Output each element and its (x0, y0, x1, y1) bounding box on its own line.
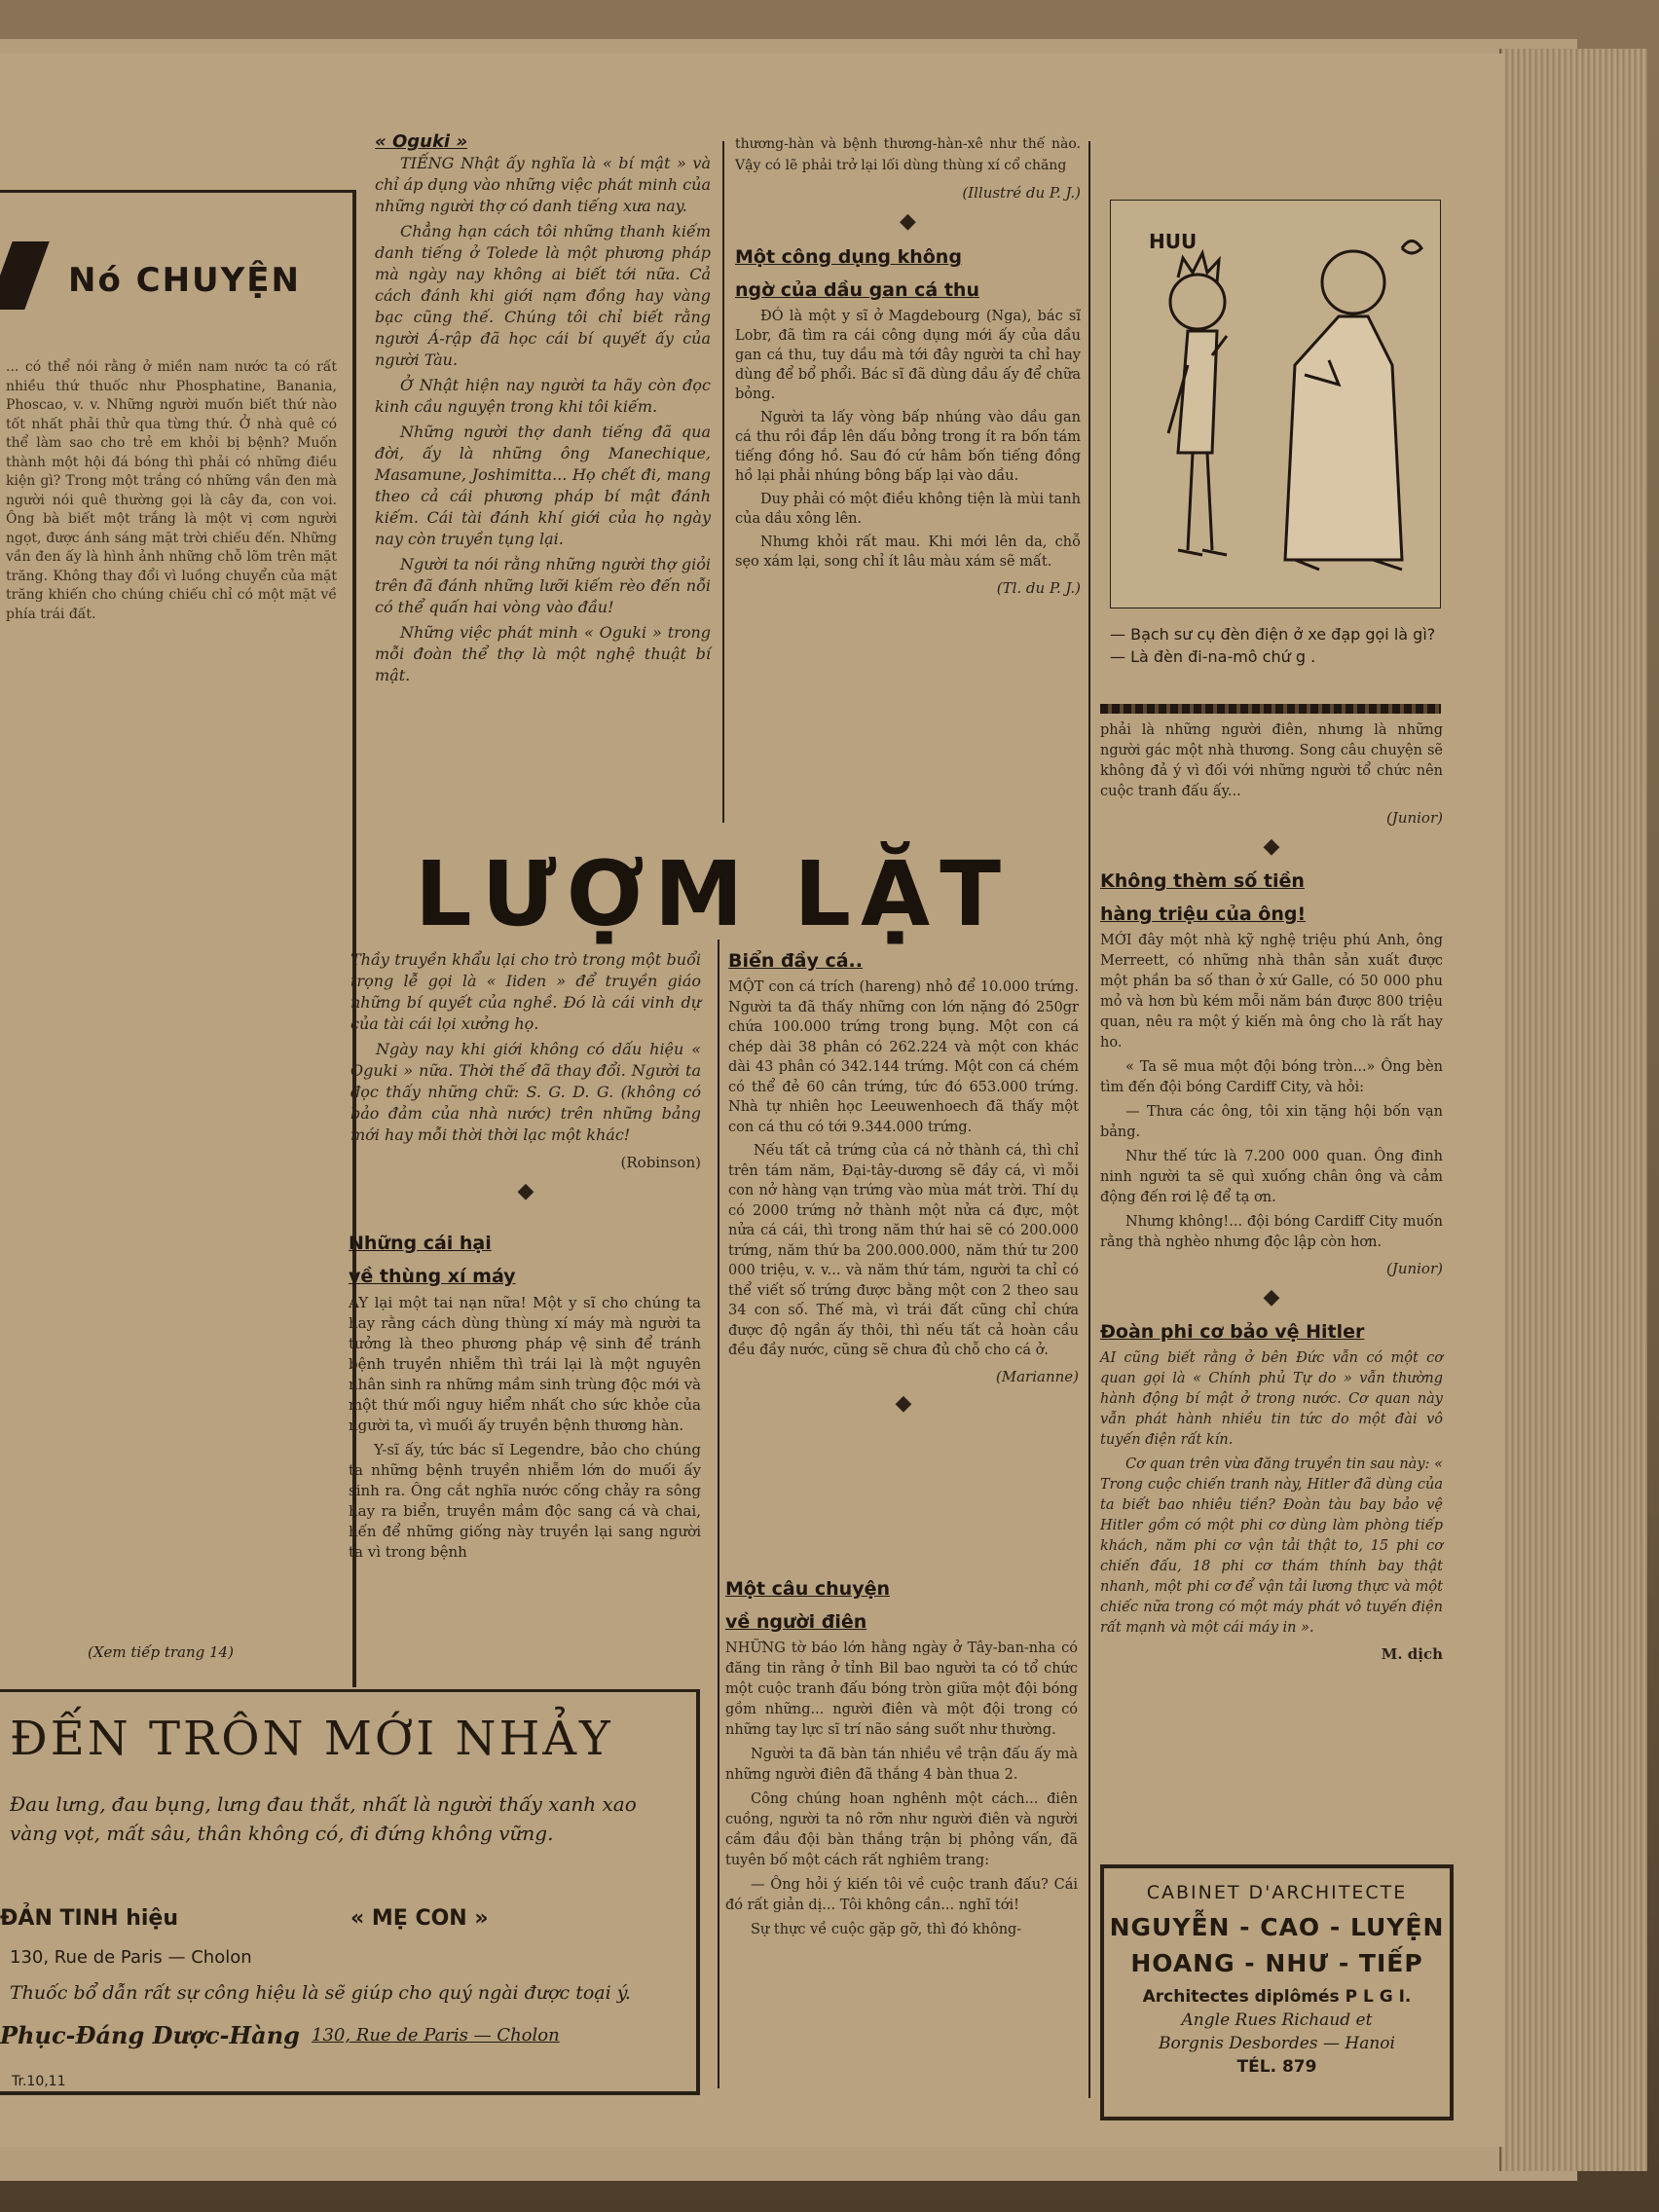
thung-xi-p2: Y-sĩ ấy, tức bác sĩ Legendre, bảo cho chúng ta những bệnh truyền nhiễm lớn do muối ấy sinh ra. Ông cắt nghĩa nước cống chảy ra sông hay ra biển, truyền mầm độc sang cá và chai, hến để những giống này truyền lại sang người ta vì trong bệnh (349, 1441, 701, 1561)
left-column-body: ... có thể nói rằng ở miền nam nước ta có rất nhiều thứ thuốc như Phosphatine, Banania, Phoscao, v. v. Những người muốn biết thứ nào tốt nhất phải thử qua từng thứ. Ở nhà quê có thể làm sao cho trẻ em khỏi bị bệnh? Muốn thành một hội đá bóng thì phải có những điều kiện gì? Trong một trắng có những vần đen mà người nói quê thường gọi là cây đa, con voi. Ông bà biết một trắng là một vị cơm người ngọt, được ánh sáng mặt trời chiếu đến. Những vần đen ấy là hình ảnh những chỗ lõm trên mặt trăng. Không thay đổi vì luồng chuyển của mặt trăng khiến cho chúng chiếu chỉ có một mặt về phía trái đất. (6, 359, 337, 622)
col2-credit: (Illustré du P. J.) (962, 184, 1081, 202)
wavy-divider (1100, 704, 1441, 714)
so-tien-credit: (Junior) (1385, 1260, 1443, 1277)
so-tien-p1: MỚI đây một nhà kỹ nghệ triệu phú Anh, ông Merreett, có những nhà thân sản xuất được một phần ba số than ở xứ Galle, có 50 000 phu mỏ và hơn bù kém mỗi năm bán được 800 triệu quan, nêu ra một ý kiến mà ông cho là rất hay ho. (1100, 933, 1443, 1051)
dau-gan-credit: (Tl. du P. J.) (996, 579, 1081, 597)
oguki-p5: Người ta nói rằng những người thợ giỏi trên đã đánh những lưỡi kiếm rèo đến nỗi có thể quấn hai vòng vào đầu! (375, 555, 711, 616)
left-column-article (0, 190, 356, 1687)
nguoi-dien-heading-2: về người điên (725, 1611, 867, 1633)
ad-architect-diploma: Architectes diplômés P L G I. (1142, 1987, 1412, 2007)
ad-brand: ĐẢN TINH hiệu (0, 1906, 178, 1931)
thung-xi-heading-1: Những cái hại (349, 1233, 492, 1254)
dau-gan-p3: Duy phải có một điều không tiện là mùi tanh của dầu xông lên. (735, 492, 1081, 527)
so-tien-heading-1: Không thèm số tiền (1100, 870, 1305, 892)
oguki-article-bottom (350, 949, 701, 1210)
ad-brand-name: « MẸ CON » (350, 1906, 489, 1931)
section-title: LƯỢM LẶT (414, 842, 1011, 946)
right-column-articles (1100, 720, 1443, 1665)
column-divider (722, 141, 724, 823)
junior-intro-credit: (Junior) (1385, 809, 1443, 827)
oguki-article-top (375, 131, 711, 690)
continued-note: (Xem tiếp trang 14) (88, 1643, 234, 1661)
dau-gan-heading-1: Một công dụng không (735, 246, 962, 268)
hitler-heading: Đoàn phi cơ bảo vệ Hitler (1100, 1321, 1365, 1343)
ad-address: 130, Rue de Paris — Cholon (10, 1947, 252, 1968)
cartoon-signature: HUU (1149, 230, 1198, 253)
oguki-credit: (Robinson) (620, 1154, 701, 1171)
oguki-p6: Những việc phát minh « Oguki » trong mỗi đoàn thể thợ là một nghệ thuật bí mật. (375, 623, 711, 684)
separator-diamond: ◆ (1263, 834, 1280, 859)
cartoon-illustration (1110, 200, 1441, 608)
ad-promise: Thuốc bổ dẫn rất sự công hiệu là sẽ giúp cho quý ngài được toại ý. (10, 1982, 631, 2004)
bien-day-ca-p1: MỘT con cá trích (hareng) nhỏ để 10.000 trứng. Người ta đã thấy những con lớn nặng đó 250gr chứa 100.000 trứng trong bụng. Một con cá chép dài 38 phân có 262.224 và một con khác dài 43 phân có 342.144 trứng. Một con cá chém có thể đẻ 60 cân trứng, tức đó 653.000 trứng. Nhà tự nhiên học Leeuwenhoech đã thấy một con cá thu có tới 9.344.000 trứng. (728, 979, 1079, 1135)
bien-day-ca-heading: Biển đầy cá.. (728, 950, 863, 972)
hitler-p1: AI cũng biết rằng ở bên Đức vẫn có một cơ quan gọi là « Chính phủ Tự do » vẫn thường hành động bí mật ở trong nước. Cơ quan này vẫn phát hành nhiều tin tức do một đài vô tuyến điện rất kín. (1100, 1350, 1443, 1448)
dau-gan-p4: Nhưng khỏi rất mau. Khi mới lên da, chỗ sẹo xám lại, song chỉ ít lâu màu xám sẽ mất. (735, 535, 1081, 570)
col2-intro: thương-hàn và bệnh thương-hàn-xê như thế nào. Vậy có lẽ phải trở lại lối dùng thùng xí cổ chăng (735, 136, 1081, 173)
nguoi-dien-p1: NHỮNG tờ báo lớn hằng ngày ở Tây-ban-nha có đăng tin rằng ở tỉnh Bil bao người ta có tổ chức một cuộc tranh đấu bóng tròn giữa một đội bóng gồm những... người điên và một đội trong có những tay lực sĩ trí não sáng suốt như thường. (725, 1641, 1078, 1738)
cartoon-caption-line-1: — Bạch sư cụ đèn điện ở xe đạp gọi là gì? (1110, 625, 1436, 644)
separator-diamond: ◆ (900, 209, 916, 234)
oguki-p3: Ở Nhật hiện nay người ta hãy còn đọc kinh cầu nguyện trong khi tôi kiếm. (375, 376, 711, 416)
dau-gan-p1: ĐÓ là một y sĩ ở Magdebourg (Nga), bác sĩ Lobr, đã tìm ra cái công dụng mới ấy của dầu gan cá thu, tuy dầu mà tới đây người ta chỉ hay dùng để bổ phổi. Bác sĩ đã dùng dầu ấy để chữa bỏng. (735, 309, 1081, 402)
cartoon-caption (1110, 623, 1441, 668)
oguki-p8: Ngày nay khi giới không có dấu hiệu « Oguki » nữa. Thời thế đã thay đổi. Người ta đọc thấy những chữ: S. G. D. G. (không có bảo đảm của nhà nước) trên những bảng mới hay mỗi thời thời lạc một khác! (350, 1040, 701, 1144)
left-column-heading: Nó CHUYỆN (68, 261, 301, 300)
oguki-p7: Thầy truyền khẩu lại cho trò trong một buổi trọng lễ gọi là « Iiden » để truyền giáo những bí quyết của nghề. Đó là cái vinh dự của tài cái lọi xưởng họ. (350, 950, 701, 1033)
column-divider (1088, 141, 1090, 2098)
bien-day-ca-credit: (Marianne) (995, 1367, 1079, 1385)
separator-diamond: ◆ (517, 1179, 535, 1203)
ad-architect-address-1: Angle Rues Richaud et (1181, 2010, 1373, 2030)
separator-diamond: ◆ (895, 1391, 912, 1416)
dau-gan-p2: Người ta lấy vòng bấp nhúng vào dầu gan cá thu rồi đắp lên dấu bỏng trong ít ra bốn tám tiếng đồng hồ. Sau đó cứ hâm bốn tiếng đồng hồ lại phải nhúng bông bấp lại vào dầu. (735, 410, 1081, 484)
oguki-p1: TIẾNG Nhật ấy nghĩa là « bí mật » và chỉ áp dụng vào những việc phát minh của những người thợ có danh tiếng xưa nay. (375, 154, 711, 215)
ad-description: Đau lưng, đau bụng, lưng đau thắt, nhất là người thấy xanh xao vàng vọt, mất sâu, thân không có, đi đứng không vững. (10, 1792, 637, 1845)
cartoon-caption-line-2: — Là đèn đi-na-mô chứ g . (1110, 647, 1316, 666)
nguoi-dien-p5: Sự thực về cuộc gặp gỡ, thì đó không- (751, 1922, 1022, 1937)
ad-architect-name-2: HOANG - NHƯ - TIẾP (1130, 1949, 1423, 1977)
decorative-initial (0, 241, 50, 310)
oguki-p2: Chẳng hạn cách tôi những thanh kiếm danh tiếng ở Tolede là một phương pháp mà ngày nay không ai biết tới nữa. Cả cách đánh khi giới nạm đồng hay vàng bạc cũng thế. Chúng tôi chỉ biết rằng người Á-rập đã học cái bí quyết ấy của người Tàu. (375, 222, 711, 369)
nguoi-dien-p2: Người ta đã bàn tán nhiều về trận đấu ấy mà những người điên đã thắng 4 bàn thua 2. (725, 1747, 1078, 1783)
bien-day-ca-article (728, 944, 1079, 1422)
separator-diamond: ◆ (1263, 1285, 1280, 1309)
column-divider (718, 940, 719, 2088)
newspaper-page (0, 54, 1504, 2147)
hitler-credit: M. dịch (1381, 1645, 1443, 1663)
ad-architect-label: CABINET D'ARCHITECTE (1146, 1882, 1408, 1903)
page-edges (1499, 49, 1647, 2171)
nguoi-dien-article (725, 1572, 1078, 1944)
thung-xi-p1: AY lại một tai nạn nữa! Một y sĩ cho chúng ta hay rằng cách dùng thùng xí máy mà người ta tưởng là theo phương pháp vệ sinh để tránh bệnh truyền nhiễm thì trái lại là một nguyên nhân sinh ra những mầm sinh trùng độc mới và một thứ mối nguy hiểm nhất cho sức khỏe của người ta, vì muối ấy truyền bệnh thương hàn. (349, 1294, 701, 1434)
col2-top (735, 133, 1081, 599)
so-tien-p5: Nhưng không!... đội bóng Cardiff City muốn rằng thà nghèo nhưng độc lập còn hơn. (1100, 1214, 1443, 1250)
so-tien-p2: « Ta sẽ mua một đội bóng tròn...» Ông bèn tìm đến đội bóng Cardiff City, và hỏi: (1100, 1059, 1443, 1095)
ad-headline: ĐẾN TRÔN MỚI NHẢY (10, 1712, 613, 1766)
page-number: Tr.10,11 (12, 2074, 66, 2089)
thung-xi-heading-2: về thùng xí máy (349, 1266, 516, 1287)
oguki-p4: Những người thợ danh tiếng đã qua đời, ấy là những ông Manechique, Masamune, Joshimitta... Họ chết đi, mang theo cả cái phương pháp bí mật đánh kiếm. Cái tài đánh khí giới của họ ngày nay còn truyền tụng lại. (375, 423, 711, 548)
architect-advertisement (1100, 1864, 1454, 2120)
ad-architect-address-2: Borgnis Desbordes — Hanoi (1159, 2034, 1395, 2053)
ad-shop-address: 130, Rue de Paris — Cholon (312, 2025, 560, 2046)
ad-architect-name-1: NGUYỄN - CAO - LUYỆN (1109, 1913, 1445, 1941)
bien-day-ca-p2: Nếu tất cả trứng của cá nở thành cá, thì chỉ trên tám năm, Đại-tây-dương sẽ đầy cá, vì mỗi con nở hàng vạn trứng vào mùa mát trời. Thí dụ có 2000 trứng nở thành một nửa cá đực, một nửa cá cái, thì trong năm thứ hai sẽ có 200.000 trứng, năm thứ ba 200.000.000, năm thứ tư 200 000 triệu, v. v... và năm thứ tám, người ta chỉ có thể viết số trứng được bằng một con 2 theo sau 34 con số. Thế mà, vì trái đất cũng chỉ chứa được độ ngần ấy thôi, thì nếu tất cả hoàn cầu đều đầy nước, cũng sẽ chưa đủ chỗ cho cá ở. (728, 1143, 1079, 1358)
nguoi-dien-p3: Công chúng hoan nghênh một cách... điên cuồng, người ta nô rỡn như người điên và người cầm đầu đội bàn thắng trận bị phỏng vấn, đã tuyên bố một cách rất nghiêm trang: (725, 1791, 1078, 1868)
nguoi-dien-heading-1: Một câu chuyện (725, 1578, 890, 1600)
hitler-p2: Cơ quan trên vừa đăng truyền tin sau này: « Trong cuộc chiến tranh này, Hitler đã dùng của ta biết bao nhiêu tiền? Đoàn tàu bay bảo vệ Hitler gồm có một phi cơ dùng làm phòng tiếp khách, năm phi cơ vận tải thật to, 15 phi cơ chiến đấu, 18 phi cơ thám thính bay thật nhanh, một phi cơ để vận tải lương thực và một chiếc nữa trong có một máy phát vô tuyến điện rất mạnh và một cái máy in ». (1100, 1456, 1443, 1636)
ad-architect-phone: TÉL. 879 (1236, 2057, 1317, 2077)
junior-intro-text: phải là những người điên, nhưng là những người gác một nhà thương. Song câu chuyện sẽ không đả ý vì đối với những người tổ chức nên cuộc tranh đấu ấy... (1100, 722, 1443, 799)
so-tien-p3: — Thưa các ông, tôi xin tặng hội bốn vạn bảng. (1100, 1104, 1443, 1140)
dau-gan-heading-2: ngờ của dầu gan cá thu (735, 279, 979, 301)
oguki-heading: « Oguki » (375, 131, 468, 152)
so-tien-heading-2: hàng triệu của ông! (1100, 903, 1307, 925)
ad-shop-name: Phục-Đáng Dược-Hàng (0, 2021, 300, 2049)
medicine-advertisement (0, 1689, 700, 2095)
so-tien-p4: Như thế tức là 7.200 000 quan. Ông đinh ninh người ta sẽ quì xuống chân ông và cảm động đến rơi lệ để tạ ơn. (1100, 1149, 1443, 1205)
thung-xi-article (349, 1227, 701, 1567)
nguoi-dien-p4: — Ông hỏi ý kiến tôi về cuộc tranh đấu? Cái đó rất giản dị... Tôi không cần... nghĩ tới! (725, 1877, 1078, 1913)
